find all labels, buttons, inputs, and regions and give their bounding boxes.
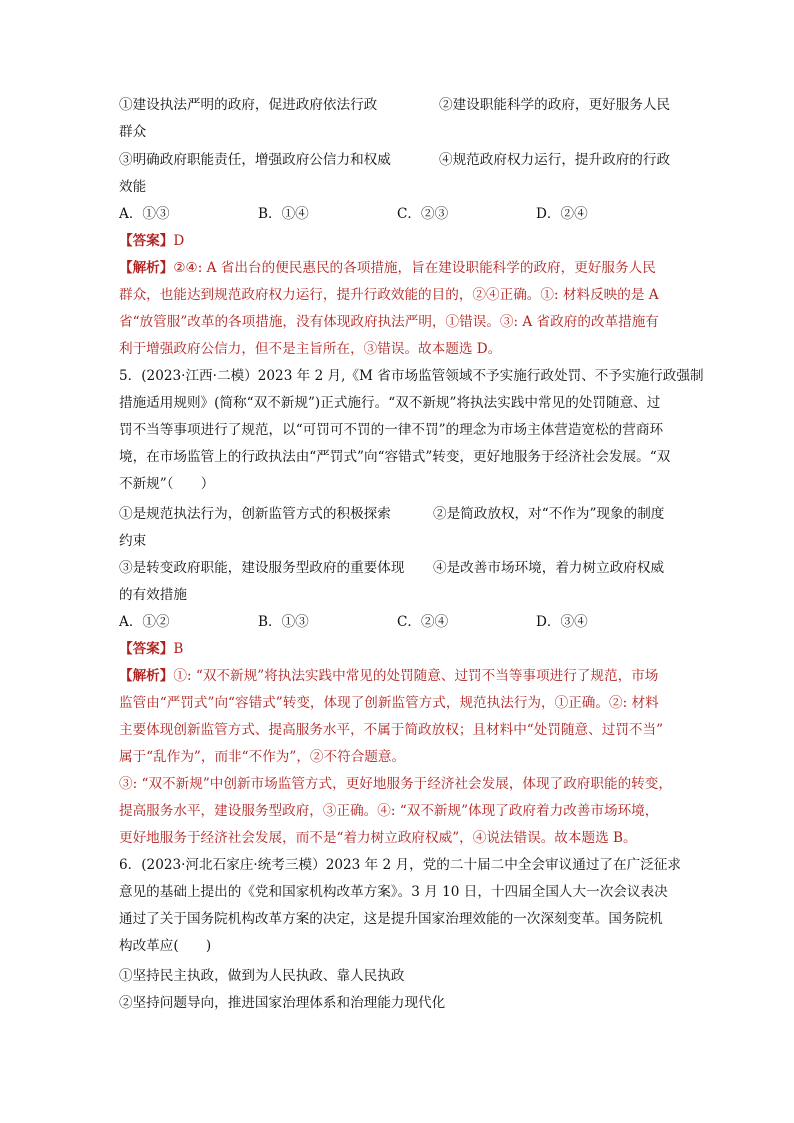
q5-analysis-line-7: 更好地服务于经济社会发展，而不是“着力树立政府权威”，④说法错误。故本题选 B。 — [119, 830, 637, 846]
q4-choice-c: C．②③ — [397, 206, 449, 222]
q6-stem-line-1: 6．(2023·河北石家庄·统考三模）2023 年 2 月，党的二十届二中全会审议通过了在广泛征求 — [119, 857, 681, 873]
q4-option-2-cont: 群众 — [119, 124, 147, 140]
q4-analysis-line-4: 利于增强政府公信力，但不是主旨所在，③错误。故本题选 D。 — [119, 341, 502, 357]
q5-analysis-text-1: ①: “双不新规”将执法实践中常见的处罚随意、过罚不当等事项进行了规范，市场 — [173, 668, 659, 684]
q4-analysis-line-3: 省“放管服”改革的各项措施，没有体现政府执法严明，①错误。③: A 省政府的改革措施有 — [119, 314, 659, 330]
q4-option-1: ①建设执法严明的政府，促进政府依法行政 — [119, 97, 378, 113]
q4-option-row-2 — [119, 150, 679, 170]
q5-analysis-line-3: 主要体现创新监管方式、提高服务水平，不属于简政放权；且材料中“处罚随意、过罚不当” — [119, 722, 664, 738]
q5-option-2-cont: 约束 — [119, 533, 147, 549]
q4-option-3: ③明确政府职能责任，增强政府公信力和权威 — [119, 152, 391, 168]
q4-answer — [119, 231, 184, 251]
q4-option-4: ④规范政府权力运行，提升政府的行政 — [439, 152, 671, 168]
q5-stem-line-2: 措施适用规则》(简称“双不新规”)正式施行。“双不新规”将执法实践中常见的处罚随意、过 — [119, 395, 661, 411]
q5-choice-b: B．①③ — [258, 614, 309, 630]
q6-option-1: ①坚持民主执政，做到为人民执政、靠人民执政 — [119, 968, 405, 984]
q5-answer — [119, 639, 183, 659]
q5-stem-line-3: 罚不当等事项进行了规范，以“可罚可不罚的一律不罚”的理念为市场主体营造宽松的营商环 — [119, 422, 664, 438]
q5-analysis-tag: 【解析】 — [119, 668, 174, 684]
q5-option-row-2 — [119, 558, 679, 578]
q4-choices — [119, 204, 679, 224]
q5-option-1: ①是规范执法行为，创新监管方式的积极探索 — [119, 506, 391, 522]
q5-option-4-cont: 的有效措施 — [119, 587, 187, 603]
q5-answer-tag: 【答案】 — [119, 641, 174, 657]
q5-stem-line-1: 5．(2023·江西·二模）2023 年 2 月,《M 省市场监管领域不予实施行政处罚、不予实施行政强制 — [119, 368, 704, 384]
q4-choice-a: A．①③ — [119, 206, 170, 222]
q5-answer-value: B — [173, 641, 184, 657]
q6-option-2: ②坚持问题导向，推进国家治理体系和治理能力现代化 — [119, 995, 446, 1011]
q4-choice-d: D．②④ — [536, 206, 588, 222]
q5-option-row-1 — [119, 504, 679, 524]
q4-analysis-tag: 【解析】 — [119, 260, 174, 276]
q5-stem-line-4: 境，在市场监管上的行政执法由“严罚式”向“容错式”转变，更好地服务于经济社会发展。“双 — [119, 449, 671, 465]
q5-option-4: ④是改善市场环境，着力树立政府权威 — [433, 560, 665, 576]
q4-analysis-line-1 — [119, 258, 656, 278]
q5-choice-d: D．③④ — [536, 614, 588, 630]
q5-analysis-line-4: 属于“乱作为”，而非“不作为”，②不符合题意。 — [119, 749, 406, 765]
q4-option-row-1 — [119, 95, 679, 115]
q4-answer-value: D — [173, 233, 185, 249]
q4-analysis-line-2: 群众，也能达到规范政府权力运行，提升行政效能的目的，②④正确。①: 材料反映的是 A — [119, 287, 659, 303]
q4-option-2: ②建设职能科学的政府，更好服务人民 — [439, 97, 671, 113]
q6-stem-line-3: 通过了关于国务院机构改革方案的决定，这是提升国家治理效能的一次深刻变革。国务院机 — [119, 911, 663, 927]
q5-option-2: ②是简政放权，对“不作为”现象的制度 — [433, 506, 665, 522]
q6-stem-line-4: 构改革应( ) — [119, 938, 212, 954]
q5-choice-c: C．②④ — [397, 614, 449, 630]
q5-choices — [119, 612, 679, 632]
q6-stem-line-2: 意见的基础上提出的《党和国家机构改革方案》。3 月 10 日，十四届全国人大一次会议表决 — [119, 884, 668, 900]
q5-analysis-line-6: 提高服务水平，建设服务型政府，③正确。④: “双不新规”体现了政府着力改善市场环境， — [119, 803, 659, 819]
q5-stem-line-5: 不新规”（ ） — [119, 476, 215, 492]
q4-option-4-cont: 效能 — [119, 179, 147, 195]
q5-analysis-line-2: 监管由“严罚式”向“容错式”转变，体现了创新监管方式，规范执法行为，①正确。②: 材料 — [119, 695, 659, 711]
q4-analysis-text-1: ②④: A 省出台的便民惠民的各项措施，旨在建设职能科学的政府，更好服务人民 — [173, 260, 656, 276]
q5-choice-a: A．①② — [119, 614, 170, 630]
q5-analysis-line-1 — [119, 666, 658, 686]
q5-option-3: ③是转变政府职能，建设服务型政府的重要体现 — [119, 560, 405, 576]
q4-answer-tag: 【答案】 — [119, 233, 174, 249]
q5-analysis-line-5: ③: “双不新规”中创新市场监管方式，更好地服务于经济社会发展，体现了政府职能的转变， — [119, 776, 672, 792]
q4-choice-b: B．①④ — [258, 206, 309, 222]
